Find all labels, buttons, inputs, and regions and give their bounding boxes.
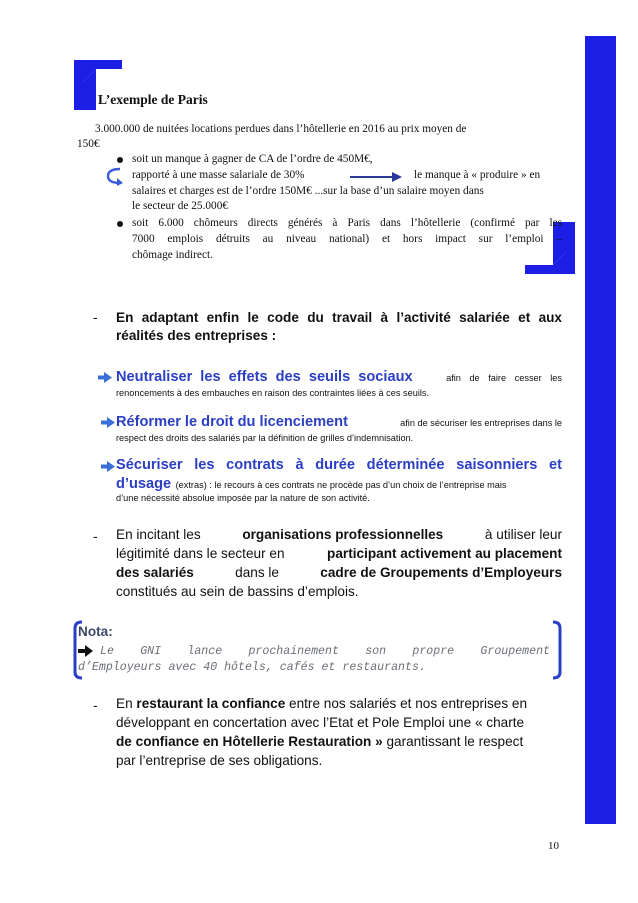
bullet1-line1: soit un manque à gagner de CA de l’ordre de 450M€, (132, 153, 373, 165)
section3-l2: développant en concertation avec l’Etat et Pole Emploi une « charte (116, 715, 525, 730)
section3-line4: par l’entreprise de ses obligations. (116, 753, 323, 768)
item2-title: Réformer le droit du licenciement (116, 414, 348, 430)
bullet-dot-1 (117, 157, 123, 163)
section2-line2 (116, 546, 562, 561)
item3-title-line1: Sécuriser les contrats à durée déterminée saisonniers et (116, 457, 562, 473)
section2-line4: constitués au sein de bassins d’emplois. (116, 584, 359, 599)
item2-line2: respect des droits des salariés par la définition de grilles d’indemnisation. (116, 433, 414, 443)
section1-line2: réalités des entreprises : (116, 328, 277, 343)
curved-arrow-icon (104, 166, 124, 186)
section3-l1c: entre nos salariés et nos entreprises en (289, 696, 528, 711)
bullet1-line2a: rapporté à une masse salariale de 30% (132, 169, 305, 181)
page-number: 10 (548, 840, 559, 852)
arrow-bullet-icon (101, 417, 115, 428)
bullet1-line4: le secteur de 25.000€ (132, 200, 228, 212)
nota-line1: Le GNI lance prochainement son propre Groupement (100, 645, 550, 658)
intro-line-2: 150€ (77, 138, 100, 150)
bullet2-line1: soit 6.000 chômeurs directs générés à Paris dans l’hôtellerie (confirmé par les (132, 217, 562, 229)
section2-l3b: dans le (235, 565, 279, 580)
item1-row (116, 369, 562, 385)
right-arrow-icon (350, 171, 402, 183)
section3-l1b: restaurant la confiance (136, 696, 286, 711)
item1-line2: renoncements à des embauches en raison des contraintes liées à ces seuils. (116, 388, 430, 398)
item3-after: (extras) : le recours à ces contrats ne procède pas d’un choix de l’entreprise mais (175, 480, 507, 490)
section3-line1 (116, 696, 562, 711)
section2-l2b: participant activement au placement (327, 546, 562, 561)
right-arrow-bold-icon (78, 645, 93, 657)
bullet2-line2: 7000 emplois détruits au niveau national) et hors impact sur l’emploi – (132, 233, 562, 245)
section2-dash: - (93, 529, 98, 544)
section1-line1: En adaptant enfin le code du travail à l’activité salariée et aux (116, 310, 562, 325)
section3-line3 (116, 734, 562, 749)
section2-l3a: des salariés (116, 565, 194, 580)
item3-line3: d’une nécessité absolue imposée par la nature de son activité. (116, 493, 370, 503)
section2-l1a: En incitant les (116, 527, 201, 542)
nota-line2: d’Employeurs avec 40 hôtels, cafés et restaurants. (78, 661, 426, 674)
item1-after: afin de faire cesser les (446, 373, 562, 383)
item3-row2 (116, 475, 562, 493)
intro-line-1: 3.000.000 de nuitées locations perdues dans l’hôtellerie en 2016 au prix moyen de (95, 123, 467, 135)
section2-l3c: cadre de Groupements d’Employeurs (320, 565, 562, 580)
bullet1-line2b: le manque à « produire » en (414, 169, 541, 181)
section2-line3 (116, 565, 562, 580)
item2-row (116, 414, 562, 430)
section1-dash: - (93, 310, 98, 325)
item3-title-line2: d’usage (116, 476, 172, 492)
section2-l1c: à utiliser leur (484, 527, 562, 542)
section2-l2a: légitimité dans le secteur en (116, 546, 285, 561)
section3-l1a: En (116, 696, 133, 711)
bullet2-line3: chômage indirect. (132, 249, 213, 261)
arrow-bullet-icon (101, 461, 115, 472)
section3-dash: - (93, 698, 98, 713)
item2-after: afin de sécuriser les entreprises dans le (400, 418, 562, 428)
section2-line1 (116, 527, 562, 542)
section3-l3b: garantissant le respect (386, 734, 524, 749)
box-title: L’exemple de Paris (98, 92, 208, 107)
section3-l3a: de confiance en Hôtellerie Restauration » (116, 734, 383, 749)
bullet-dot-2 (117, 221, 123, 227)
nota-label: Nota: (78, 624, 113, 639)
section2-l1b: organisations professionnelles (242, 527, 444, 542)
nota-bracket-right (551, 620, 563, 680)
bullet1-line3: salaires et charges est de l’ordre 150M€ ...sur la base d’un salaire moyen dans (132, 185, 484, 197)
right-accent-bar (585, 36, 616, 824)
section3-line2 (116, 715, 562, 730)
item1-title: Neutraliser les effets des seuils sociaux (116, 369, 413, 385)
arrow-bullet-icon (98, 372, 112, 383)
